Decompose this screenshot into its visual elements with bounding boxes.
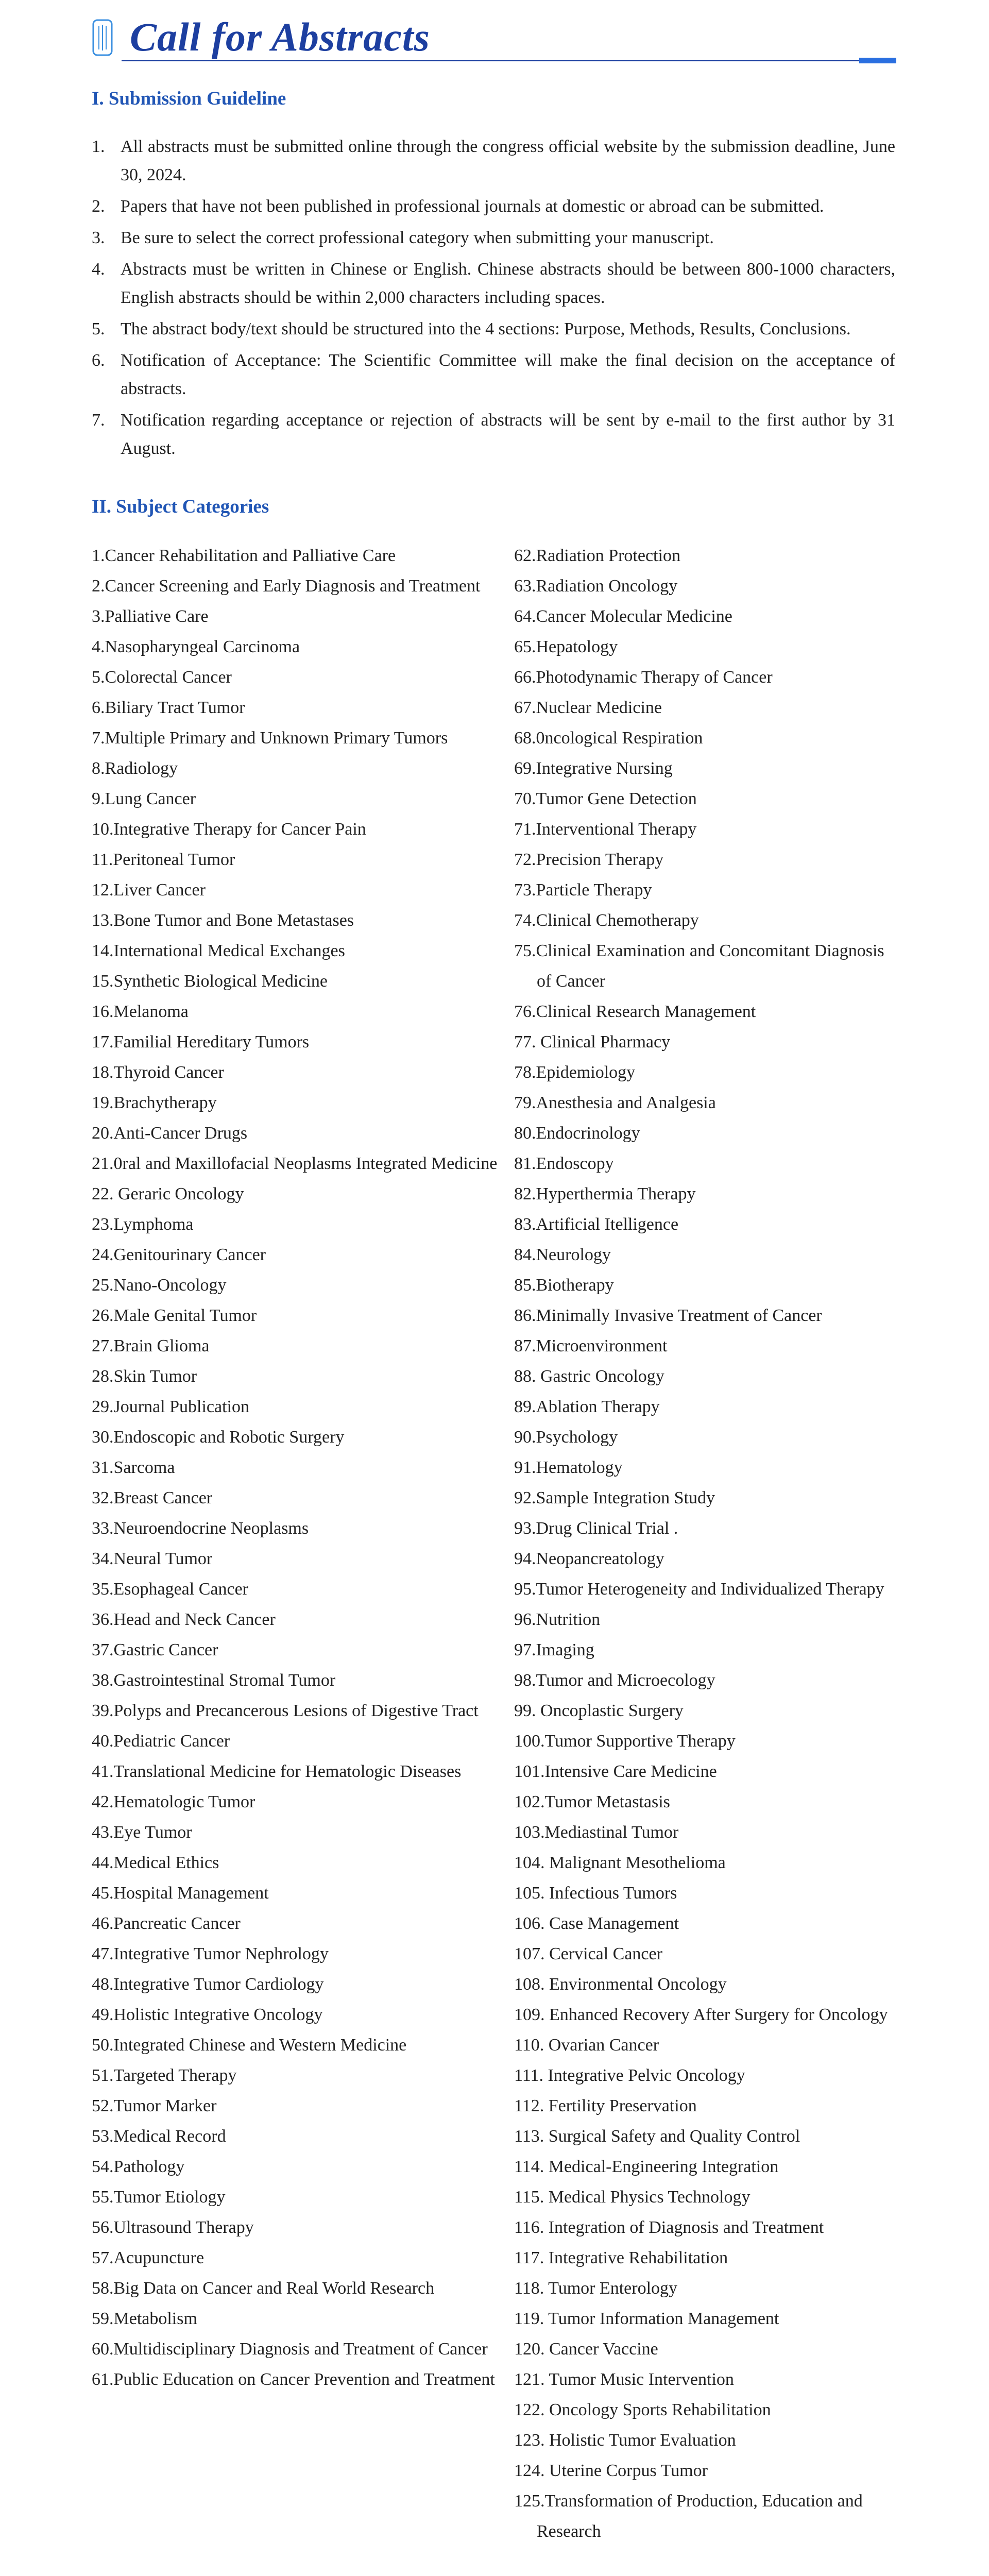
subject-category-item: 10.Integrative Therapy for Cancer Pain <box>92 820 366 839</box>
subject-category-item: 96.Nutrition <box>514 1610 601 1629</box>
subject-category-item: 105. Infectious Tumors <box>514 1884 677 1903</box>
subject-category-item: 111. Integrative Pelvic Oncology <box>514 2066 745 2085</box>
subject-category-item: 108. Environmental Oncology <box>514 1975 727 1994</box>
subject-category-item: 30.Endoscopic and Robotic Surgery <box>92 1428 345 1447</box>
subject-category-item: 35.Esophageal Cancer <box>92 1580 248 1599</box>
subject-category-item: 100.Tumor Supportive Therapy <box>514 1732 736 1751</box>
subject-category-item: 106. Case Management <box>514 1914 679 1933</box>
subject-category-item: 114. Medical-Engineering Integration <box>514 2157 779 2176</box>
subject-list-right <box>514 540 895 2547</box>
subject-category-item: 85.Biotherapy <box>514 1276 614 1295</box>
item-text: Notification regarding acceptance or rejection of abstracts will be sent by e-mail to the first author by 31 August. <box>121 411 895 458</box>
subject-category-item: 3.Palliative Care <box>92 607 209 626</box>
section-heading: I. Submission Guideline <box>92 88 286 109</box>
subject-category-item: 64.Cancer Molecular Medicine <box>514 607 732 626</box>
subject-category-item: 107. Cervical Cancer <box>514 1944 662 1963</box>
subject-category-item: 19.Brachytherapy <box>92 1093 217 1112</box>
item-number: 5. <box>92 319 105 338</box>
title-underline-accent <box>859 58 896 63</box>
subject-category-item: 74.Clinical Chemotherapy <box>514 911 699 930</box>
subject-category-item: 7.Multiple Primary and Unknown Primary Tumors <box>92 728 448 748</box>
subject-category-item: 18.Thyroid Cancer <box>92 1063 224 1082</box>
subject-category-item: 46.Pancreatic Cancer <box>92 1914 241 1933</box>
subject-category-item: 78.Epidemiology <box>514 1063 636 1082</box>
subject-category-item: 33.Neuroendocrine Neoplasms <box>92 1519 309 1538</box>
subject-category-item: 92.Sample Integration Study <box>514 1488 715 1507</box>
subject-category-item: 82.Hyperthermia Therapy <box>514 1184 696 1204</box>
section-heading: II. Subject Categories <box>92 496 269 517</box>
subject-category-item: 98.Tumor and Microecology <box>514 1671 715 1690</box>
subject-category-item: 8.Radiology <box>92 759 178 778</box>
subject-category-item: 80.Endocrinology <box>514 1124 640 1143</box>
guideline-item <box>92 132 895 189</box>
subject-category-item: 67.Nuclear Medicine <box>514 698 662 717</box>
item-number: 4. <box>92 260 105 279</box>
subject-category-item: 72.Precision Therapy <box>514 850 664 869</box>
subject-category-item: 48.Integrative Tumor Cardiology <box>92 1975 324 1994</box>
subject-category-item: 17.Familial Hereditary Tumors <box>92 1032 310 1052</box>
item-text: Notification of Acceptance: The Scientific Committee will make the final decision on the acceptance of abstracts. <box>121 351 895 398</box>
item-text: Papers that have not been published in professional journals at domestic or abroad can be submitted. <box>121 197 824 216</box>
item-number: 6. <box>92 351 105 370</box>
subject-category-item: 117. Integrative Rehabilitation <box>514 2248 728 2267</box>
item-text: Abstracts must be written in Chinese or English. Chinese abstracts should be between 800-1000 characters, English abstracts should be within 2,000 characters including spaces. <box>121 260 895 307</box>
subject-category-item: 2.Cancer Screening and Early Diagnosis and Treatment <box>92 577 481 596</box>
subject-category-item: 44.Medical Ethics <box>92 1853 219 1872</box>
subject-category-item: 23.Lymphoma <box>92 1215 194 1234</box>
subject-category-item: 50.Integrated Chinese and Western Medicine <box>92 2036 407 2055</box>
main-content <box>92 88 895 2576</box>
subject-category-item: 27.Brain Glioma <box>92 1336 210 1355</box>
subject-category-item: 38.Gastrointestinal Stromal Tumor <box>92 1671 336 1690</box>
subject-column-right <box>514 540 895 2547</box>
subject-category-item: 70.Tumor Gene Detection <box>514 789 697 808</box>
subject-category-item: 11.Peritoneal Tumor <box>92 850 235 869</box>
subject-category-item: 47.Integrative Tumor Nephrology <box>92 1944 329 1963</box>
subject-category-item: 12.Liver Cancer <box>92 880 206 900</box>
subject-category-item: 103.Mediastinal Tumor <box>514 1823 679 1842</box>
subject-category-item: 110. Ovarian Cancer <box>514 2036 659 2055</box>
subject-category-item: 61.Public Education on Cancer Prevention and Treatment <box>92 2370 495 2389</box>
subject-categories-section <box>92 496 895 2547</box>
subject-category-item: 88. Gastric Oncology <box>514 1367 664 1386</box>
subject-category-item: 89.Ablation Therapy <box>514 1397 660 1416</box>
subject-category-item: 42.Hematologic Tumor <box>92 1792 255 1811</box>
subject-category-item: 58.Big Data on Cancer and Real World Research <box>92 2279 435 2298</box>
subject-category-item: 71.Interventional Therapy <box>514 820 697 839</box>
subject-category-item: 31.Sarcoma <box>92 1458 175 1477</box>
subject-category-item: 14.International Medical Exchanges <box>92 941 345 960</box>
subject-category-item: 87.Microenvironment <box>514 1336 668 1355</box>
subject-category-item: 56.Ultrasound Therapy <box>92 2218 254 2237</box>
subject-category-item: 59.Metabolism <box>92 2309 197 2328</box>
subject-category-item: 94.Neopancreatology <box>514 1549 664 1568</box>
subject-category-item: 49.Holistic Integrative Oncology <box>92 2005 323 2024</box>
subject-category-item: 26.Male Genital Tumor <box>92 1306 257 1325</box>
subject-category-item: 6.Biliary Tract Tumor <box>92 698 245 717</box>
subject-list-left <box>92 540 514 2395</box>
subject-category-item: 91.Hematology <box>514 1458 623 1477</box>
subject-category-item: 102.Tumor Metastasis <box>514 1792 670 1811</box>
subject-category-item: 123. Holistic Tumor Evaluation <box>514 2431 736 2450</box>
subject-category-item: 55.Tumor Etiology <box>92 2188 226 2207</box>
subject-category-item: 45.Hospital Management <box>92 1884 269 1903</box>
subject-category-item: 79.Anesthesia and Analgesia <box>514 1093 716 1112</box>
subject-category-item: 4.Nasopharyngeal Carcinoma <box>92 637 300 656</box>
subject-category-item: 121. Tumor Music Intervention <box>514 2370 734 2389</box>
subject-category-item: 76.Clinical Research Management <box>514 1002 756 1021</box>
guideline-item <box>92 346 895 403</box>
subject-category-item: 54.Pathology <box>92 2157 185 2176</box>
subject-category-item: 115. Medical Physics Technology <box>514 2188 751 2207</box>
title-underline <box>122 60 896 61</box>
subject-category-item: 124. Uterine Corpus Tumor <box>514 2461 708 2480</box>
item-number: 7. <box>92 411 105 430</box>
subject-category-item: 39.Polyps and Precancerous Lesions of Digestive Tract <box>92 1701 479 1720</box>
subject-columns <box>92 540 895 2547</box>
submission-guideline-list <box>92 132 895 463</box>
subject-category-item: 16.Melanoma <box>92 1002 189 1021</box>
subject-category-item: 53.Medical Record <box>92 2127 226 2146</box>
submission-guideline-section <box>92 88 895 463</box>
subject-category-item: 113. Surgical Safety and Quality Control <box>514 2127 800 2146</box>
guideline-item <box>92 255 895 312</box>
subject-category-item: 5.Colorectal Cancer <box>92 668 232 687</box>
subject-category-item: 22. Geraric Oncology <box>92 1184 244 1204</box>
item-text: All abstracts must be submitted online through the congress official website by the submission deadline, June 30, 2024. <box>121 137 895 184</box>
subject-category-item: 68.0ncological Respiration <box>514 728 703 748</box>
guideline-item <box>92 406 895 463</box>
subject-category-item: 15.Synthetic Biological Medicine <box>92 972 328 991</box>
subject-category-item: 28.Skin Tumor <box>92 1367 197 1386</box>
guideline-item <box>92 224 895 252</box>
item-number: 3. <box>92 228 105 247</box>
subject-category-item: 81.Endoscopy <box>514 1154 614 1173</box>
subject-category-item: 34.Neural Tumor <box>92 1549 213 1568</box>
subject-column-left <box>92 540 514 2547</box>
subject-category-item: 32.Breast Cancer <box>92 1488 213 1507</box>
subject-category-item: 52.Tumor Marker <box>92 2096 217 2115</box>
subject-category-item: 83.Artificial Itelligence <box>514 1215 679 1234</box>
subject-category-item: 63.Radiation Oncology <box>514 577 678 596</box>
subject-category-item: 57.Acupuncture <box>92 2248 204 2267</box>
subject-category-item: 51.Targeted Therapy <box>92 2066 237 2085</box>
item-number: 1. <box>92 137 105 156</box>
page-title: Call for Abstracts <box>130 14 430 59</box>
item-number: 2. <box>92 197 105 216</box>
subject-category-item: 104. Malignant Mesothelioma <box>514 1853 726 1872</box>
subject-category-item: 20.Anti-Cancer Drugs <box>92 1124 248 1143</box>
subject-category-item: 40.Pediatric Cancer <box>92 1732 230 1751</box>
subject-category-item: 69.Integrative Nursing <box>514 759 673 778</box>
subject-category-item: 65.Hepatology <box>514 637 618 656</box>
subject-category-item: 84.Neurology <box>514 1245 611 1264</box>
subject-category-item: 9.Lung Cancer <box>92 789 196 808</box>
subject-category-item: 43.Eye Tumor <box>92 1823 192 1842</box>
subject-category-item: 120. Cancer Vaccine <box>514 2340 658 2359</box>
subject-category-item: 116. Integration of Diagnosis and Treatment <box>514 2218 824 2237</box>
subject-category-item: 125.Transformation of Production, Education and Research <box>514 2492 863 2541</box>
subject-category-item: 77. Clinical Pharmacy <box>514 1032 671 1052</box>
page-header <box>0 0 989 72</box>
subject-category-item: 75.Clinical Examination and Concomitant Diagnosis of Cancer <box>514 941 884 991</box>
subject-category-item: 13.Bone Tumor and Bone Metastases <box>92 911 354 930</box>
subject-category-item: 24.Genitourinary Cancer <box>92 1245 266 1264</box>
document-icon <box>92 19 113 57</box>
subject-category-item: 101.Intensive Care Medicine <box>514 1762 717 1781</box>
subject-category-item: 122. Oncology Sports Rehabilitation <box>514 2400 771 2419</box>
subject-category-item: 112. Fertility Preservation <box>514 2096 697 2115</box>
subject-category-item: 90.Psychology <box>514 1428 618 1447</box>
subject-category-item: 86.Minimally Invasive Treatment of Cancer <box>514 1306 822 1325</box>
item-text: The abstract body/text should be structured into the 4 sections: Purpose, Methods, Results, Conclusions. <box>121 319 851 338</box>
subject-category-item: 118. Tumor Enterology <box>514 2279 678 2298</box>
subject-category-item: 99. Oncoplastic Surgery <box>514 1701 684 1720</box>
guideline-item <box>92 315 895 343</box>
subject-category-item: 97.Imaging <box>514 1640 594 1659</box>
item-text: Be sure to select the correct professional category when submitting your manuscript. <box>121 228 714 247</box>
subject-category-item: 73.Particle Therapy <box>514 880 652 900</box>
subject-category-item: 62.Radiation Protection <box>514 546 680 565</box>
subject-category-item: 21.0ral and Maxillofacial Neoplasms Integrated Medicine <box>92 1154 498 1173</box>
subject-category-item: 119. Tumor Information Management <box>514 2309 779 2328</box>
subject-category-item: 1.Cancer Rehabilitation and Palliative Care <box>92 546 396 565</box>
subject-category-item: 25.Nano-Oncology <box>92 1276 227 1295</box>
subject-category-item: 29.Journal Publication <box>92 1397 249 1416</box>
subject-category-item: 93.Drug Clinical Trial . <box>514 1519 678 1538</box>
subject-category-item: 66.Photodynamic Therapy of Cancer <box>514 668 773 687</box>
subject-category-item: 95.Tumor Heterogeneity and Individualized Therapy <box>514 1580 884 1599</box>
guideline-item <box>92 192 895 221</box>
subject-category-item: 36.Head and Neck Cancer <box>92 1610 276 1629</box>
subject-category-item: 37.Gastric Cancer <box>92 1640 218 1659</box>
subject-category-item: 60.Multidisciplinary Diagnosis and Treatment of Cancer <box>92 2340 488 2359</box>
subject-category-item: 109. Enhanced Recovery After Surgery for Oncology <box>514 2005 888 2024</box>
subject-category-item: 41.Translational Medicine for Hematologic Diseases <box>92 1762 462 1781</box>
